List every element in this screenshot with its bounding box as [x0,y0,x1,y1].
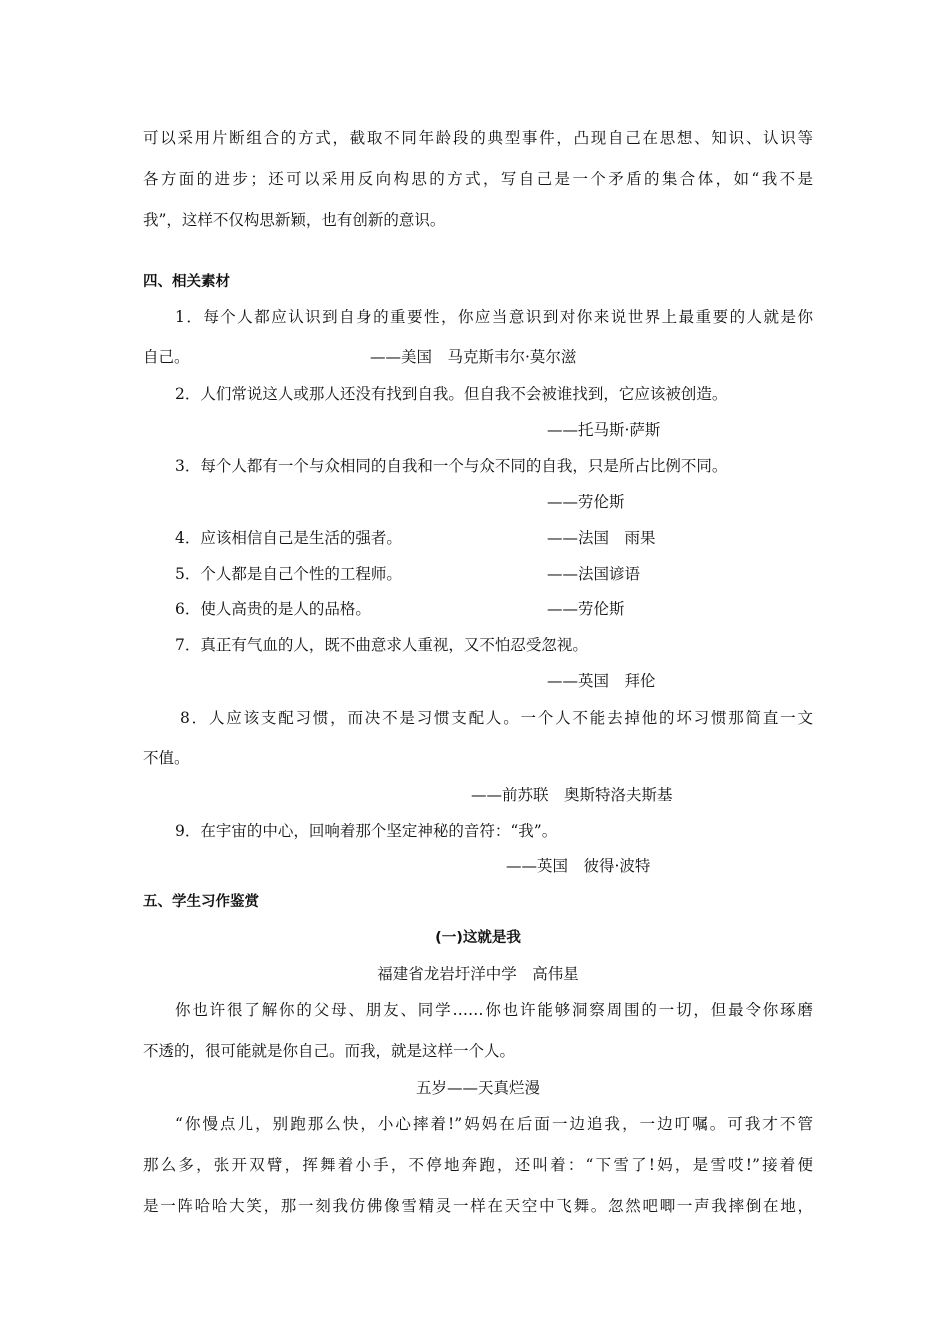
quote-4-attribution: ——法国 雨果 [547,529,656,547]
quote-7-attribution: ——英国 拜伦 [547,672,656,690]
quote-7-text: 7．真正有气血的人，既不曲意求人重视，又不怕忍受忽视。 [175,636,588,654]
quote-3-text: 3．每个人都有一个与众相同的自我和一个与众不同的自我，只是所占比例不同。 [175,457,728,475]
essay-p2-line-2: 那么多，张开双臂，挥舞着小手，不停地奔跑，还叫着：“下雪了!妈，是雪哎!”接着便 [143,1156,813,1174]
intro-line-3: 我”，这样不仅构思新颖，也有创新的意识。 [143,211,446,229]
intro-line-1: 可以采用片断组合的方式，截取不同年龄段的典型事件，凸现自己在思想、知识、认识等 [143,129,813,147]
quote-8-line-1: 8．人应该支配习惯，而决不是习惯支配人。一个人不能去掉他的坏习惯那简直一文 [180,709,813,727]
essay-title: (一)这就是我 [435,930,521,946]
essay-p2-line-1: “你慢点儿，别跑那么快，小心摔着!”妈妈在后面一边追我，一边叮嘱。可我才不管 [175,1115,813,1133]
quote-2-text: 2．人们常说这人或那人还没有找到自我。但自我不会被谁找到，它应该被创造。 [175,385,728,403]
quote-6-attribution: ——劳伦斯 [547,600,625,618]
essay-p2-line-3: 是一阵哈哈大笑，那一刻我仿佛像雪精灵一样在天空中飞舞。忽然吧唧一声我摔倒在地， [143,1197,813,1215]
essay-subtitle: 五岁——天真烂漫 [415,1079,540,1097]
quote-8-attribution: ——前苏联 奥斯特洛夫斯基 [471,786,673,804]
essay-author: 福建省龙岩圩洋中学 高伟星 [377,965,579,983]
quote-5-text: 5．个人都是自己个性的工程师。 [175,565,402,583]
intro-line-2: 各方面的进步；还可以采用反向构思的方式，写自己是一个矛盾的集合体，如“我不是 [143,170,813,188]
quote-5-attribution: ——法国谚语 [547,565,641,583]
quote-2-attribution: ——托马斯·萨斯 [547,421,661,439]
quote-9-attribution: ——英国 彼得·波特 [506,857,651,875]
quote-9-text: 9．在宇宙的中心，回响着那个坚定神秘的音符：“我”。 [175,822,558,840]
quote-8-line-2: 不值。 [143,749,190,767]
quote-1-line-1: 1．每个人都应认识到自身的重要性，你应当意识到对你来说世界上最重要的人就是你 [175,308,813,326]
quote-1-attribution: ——美国 马克斯韦尔·莫尔滋 [370,348,577,366]
essay-p1-line-1: 你也许很了解你的父母、朋友、同学……你也许能够洞察周围的一切，但最令你琢磨 [175,1001,813,1019]
quote-1-line-2: 自己。 [143,348,190,366]
section-5-heading: 五、学生习作鉴赏 [143,894,259,910]
essay-p1-line-2: 不透的，很可能就是你自己。而我，就是这样一个人。 [143,1042,516,1060]
section-4-heading: 四、相关素材 [143,274,230,290]
quote-6-text: 6．使人高贵的是人的品格。 [175,600,371,618]
quote-4-text: 4．应该相信自己是生活的强者。 [175,529,402,547]
quote-3-attribution: ——劳伦斯 [547,493,625,511]
